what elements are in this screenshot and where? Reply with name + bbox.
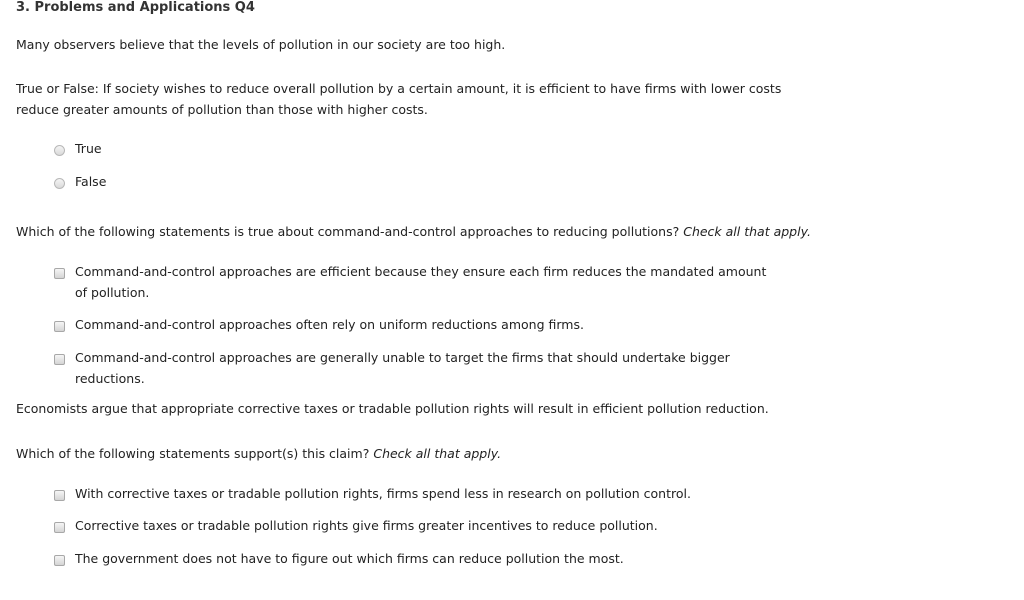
q3-prompt-line	[16, 443, 816, 464]
q1-option-true[interactable]	[54, 141, 774, 159]
option-label: True	[75, 141, 102, 156]
option-label: Corrective taxes or tradable pollution rights give firms greater incentives to reduce pollution.	[75, 518, 658, 533]
economists-statement: Economists argue that appropriate corrective taxes or tradable pollution rights will result in efficient pollution reduction.	[16, 401, 769, 416]
option-label: False	[75, 174, 107, 189]
checkbox[interactable]	[54, 321, 65, 332]
checkbox[interactable]	[54, 555, 65, 566]
checkbox[interactable]	[54, 522, 65, 533]
q2-option-3[interactable]	[54, 350, 774, 389]
q2-prompt-line	[16, 221, 816, 242]
checkbox[interactable]	[54, 268, 65, 279]
intro-text: Many observers believe that the levels of pollution in our society are too high.	[16, 37, 506, 52]
option-label: Command-and-control approaches are efficient because they ensure each firm reduces the mandated amount of pollution.	[75, 264, 767, 300]
radio-button[interactable]	[54, 178, 65, 189]
q2-option-1[interactable]	[54, 264, 774, 303]
q2-prompt: Which of the following statements is true about command-and-control approaches to reducing pollutions?	[16, 224, 680, 239]
radio-button[interactable]	[54, 145, 65, 156]
q3-option-3[interactable]	[54, 551, 774, 569]
q1-prompt: True or False: If society wishes to reduce overall pollution by a certain amount, it is efficient to have firms with lower costs reduce greater amounts of pollution than those with higher costs.	[16, 81, 782, 117]
q3-instruction: Check all that apply.	[373, 446, 502, 461]
q2-option-2[interactable]	[54, 317, 774, 335]
option-label: Command-and-control approaches often rely on uniform reductions among firms.	[75, 317, 584, 332]
q2-instruction: Check all that apply.	[683, 224, 811, 239]
page-title: 3. Problems and Applications Q4	[16, 0, 255, 15]
checkbox[interactable]	[54, 354, 65, 365]
q1-option-false[interactable]	[54, 174, 774, 192]
option-label: Command-and-control approaches are generally unable to target the firms that should undertake bigger reductions.	[75, 350, 730, 386]
q3-option-1[interactable]	[54, 486, 774, 504]
checkbox[interactable]	[54, 490, 65, 501]
option-label: With corrective taxes or tradable pollution rights, firms spend less in research on pollution control.	[75, 486, 691, 501]
q3-option-2[interactable]	[54, 518, 774, 536]
q3-prompt: Which of the following statements support(s) this claim?	[16, 446, 370, 461]
option-label: The government does not have to figure out which firms can reduce pollution the most.	[75, 551, 624, 566]
